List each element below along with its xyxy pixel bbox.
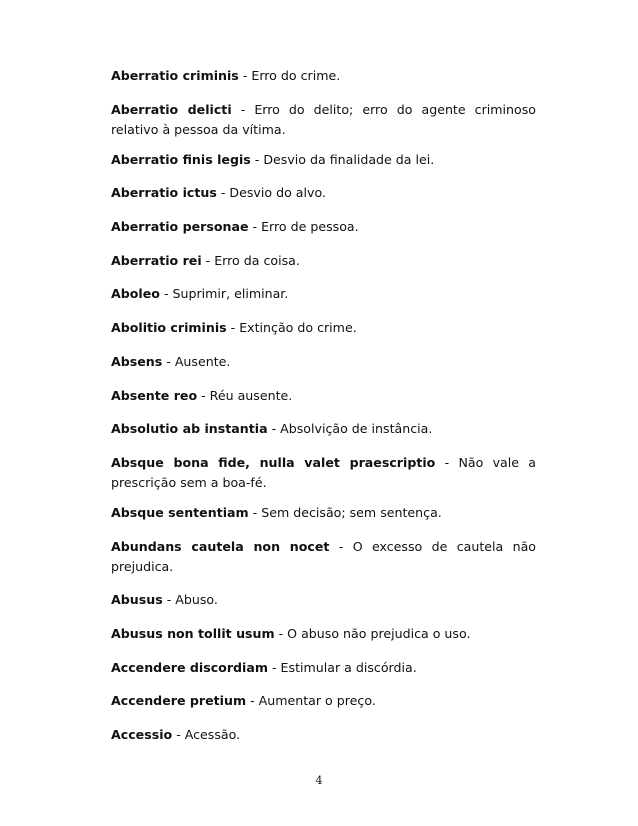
entry-definition: - O excesso de cautela não prejudica.	[111, 538, 536, 574]
glossary-entry	[111, 217, 536, 237]
entry-definition: - Abuso.	[162, 592, 218, 608]
entry-term: Aberratio finis legis	[111, 151, 251, 167]
glossary-entry	[111, 658, 536, 678]
entry-term: Abundans cautela non nocet	[111, 538, 330, 554]
entry-term: Abusus non tollit usum	[111, 625, 275, 641]
entry-definition: - O abuso não prejudica o uso.	[274, 625, 471, 641]
entry-definition: - Absolvição de instância.	[267, 421, 433, 437]
entry-definition: - Aumentar o preço.	[246, 693, 376, 709]
entry-definition: - Não vale a prescrição sem a boa-fé.	[111, 454, 536, 490]
glossary-entry	[111, 284, 536, 304]
entry-term: Absque sententiam	[111, 504, 249, 520]
entry-term: Aboleo	[111, 286, 160, 302]
entry-definition: - Acessão.	[172, 727, 241, 742]
entry-definition: - Erro do delito; erro do agente criminoso relativo à pessoa da vítima.	[111, 101, 537, 137]
entry-definition: - Erro da coisa.	[201, 252, 300, 268]
glossary-entry	[111, 537, 536, 577]
entry-term: Aberratio personae	[111, 219, 249, 235]
entry-term: Absente reo	[111, 387, 198, 403]
entry-term: Absolutio ab instantia	[111, 421, 268, 437]
glossary-entry	[111, 386, 536, 406]
entry-definition: - Extinção do crime.	[226, 320, 357, 336]
glossary-entry	[111, 150, 536, 170]
entry-definition: - Ausente.	[162, 353, 231, 369]
page-number: 4	[315, 774, 323, 787]
entry-term: Accessio	[111, 727, 173, 742]
entry-term: Aberratio ictus	[111, 185, 217, 201]
glossary-entry	[111, 503, 536, 523]
entry-term: Accendere pretium	[111, 693, 247, 709]
entry-term: Abolitio criminis	[111, 320, 227, 336]
glossary-entry	[111, 183, 536, 203]
glossary-entry	[111, 453, 536, 493]
glossary-entries	[111, 66, 536, 759]
entry-term: Abusus	[111, 592, 163, 608]
glossary-entry	[111, 624, 536, 644]
entry-definition: - Suprimir, eliminar.	[159, 286, 289, 302]
entry-term: Absque bona fide, nulla valet praescriptio	[111, 454, 436, 470]
entry-term: Absens	[111, 353, 163, 369]
entry-definition: - Erro de pessoa.	[248, 219, 359, 235]
entry-definition: - Desvio da finalidade da lei.	[250, 151, 435, 167]
entry-term: Aberratio rei	[111, 252, 202, 268]
glossary-entry	[111, 100, 536, 140]
entry-term: Aberratio criminis	[111, 68, 239, 83]
glossary-entry	[111, 725, 536, 745]
entry-definition: - Desvio do alvo.	[216, 185, 326, 201]
entry-definition: - Réu ausente.	[197, 387, 293, 403]
glossary-entry	[111, 251, 536, 271]
entry-term: Aberratio delicti	[111, 101, 232, 117]
entry-term: Accendere discordiam	[111, 659, 268, 675]
entry-definition: - Sem decisão; sem sentença.	[248, 504, 442, 520]
glossary-entry	[111, 419, 536, 439]
glossary-entry	[111, 318, 536, 338]
glossary-entry	[111, 590, 536, 610]
entry-definition: - Erro do crime.	[238, 68, 341, 83]
glossary-entry	[111, 352, 536, 372]
entry-definition: - Estimular a discórdia.	[268, 659, 417, 675]
glossary-entry	[111, 66, 536, 86]
glossary-entry	[111, 691, 536, 711]
